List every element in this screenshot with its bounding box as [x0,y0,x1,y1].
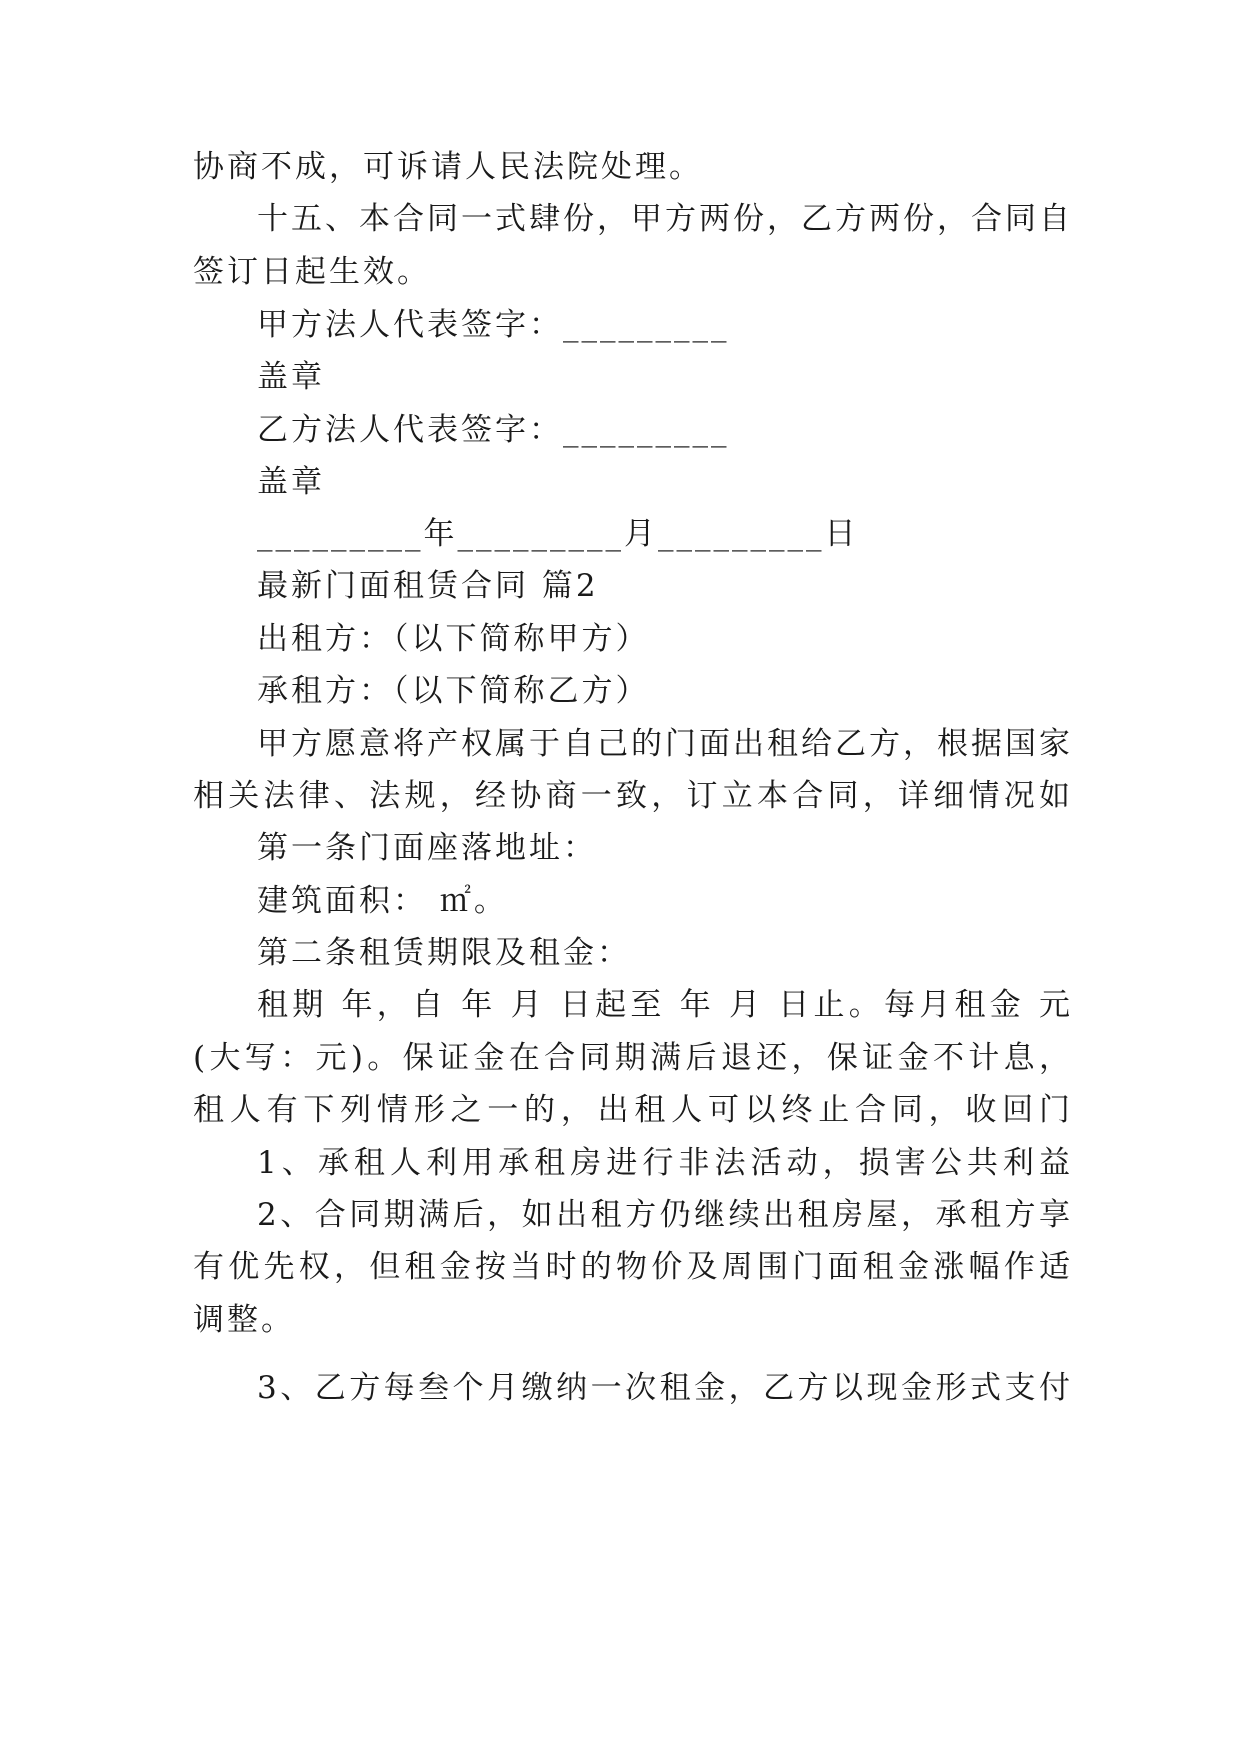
text-line: 有优先权，但租金按当时的物价及周围门面租金涨幅作适 [193,1249,1073,1285]
text-line: 十五、本合同一式肆份，甲方两份，乙方两份，合同自 [257,201,1073,237]
seal-label: 盖章 [257,464,325,500]
text-line: 协商不成，可诉请人民法院处理。 [193,149,703,185]
text-line: 承租方：（以下简称乙方） [257,673,650,709]
text-line: 3、乙方每叁个月缴纳一次租金，乙方以现金形式支付 [257,1370,1073,1406]
text-line: 租人有下列情形之一的，出租人可以终止合同，收回门 [193,1092,1073,1128]
text-line: 租期 年，自 年 月 日起至 年 月 日止。每月租金 元 [257,987,1073,1023]
seal-label: 盖章 [257,359,325,395]
text-line: 签订日起生效。 [193,254,431,290]
signature-line-party-b: 乙方法人代表签字：_________ [257,412,730,448]
text-line: 调整。 [193,1302,295,1338]
text-line: 第二条租赁期限及租金： [257,935,631,971]
text-line: 相关法律、法规，经协商一致，订立本合同，详细情况如 [193,778,1073,814]
text-line: 建筑面积： ㎡。 [257,883,508,919]
text-line: 出租方：（以下简称甲方） [257,621,650,657]
text-line: 第一条门面座落地址： [257,830,597,866]
section-heading: 最新门面租赁合同 篇2 [257,568,599,604]
text-line: 甲方愿意将产权属于自己的门面出租给乙方，根据国家 [257,726,1073,762]
signature-line-party-a: 甲方法人代表签字：_________ [257,307,730,343]
text-line: (大写：元)。保证金在合同期满后退还，保证金不计息， [193,1040,1073,1076]
text-line: 1、承租人利用承租房进行非法活动，损害公共利益 [257,1145,1073,1181]
text-line: 2、合同期满后，如出租方仍继续出租房屋，承租方享 [257,1197,1073,1233]
date-line: _________年_________月_________日 [257,516,859,552]
